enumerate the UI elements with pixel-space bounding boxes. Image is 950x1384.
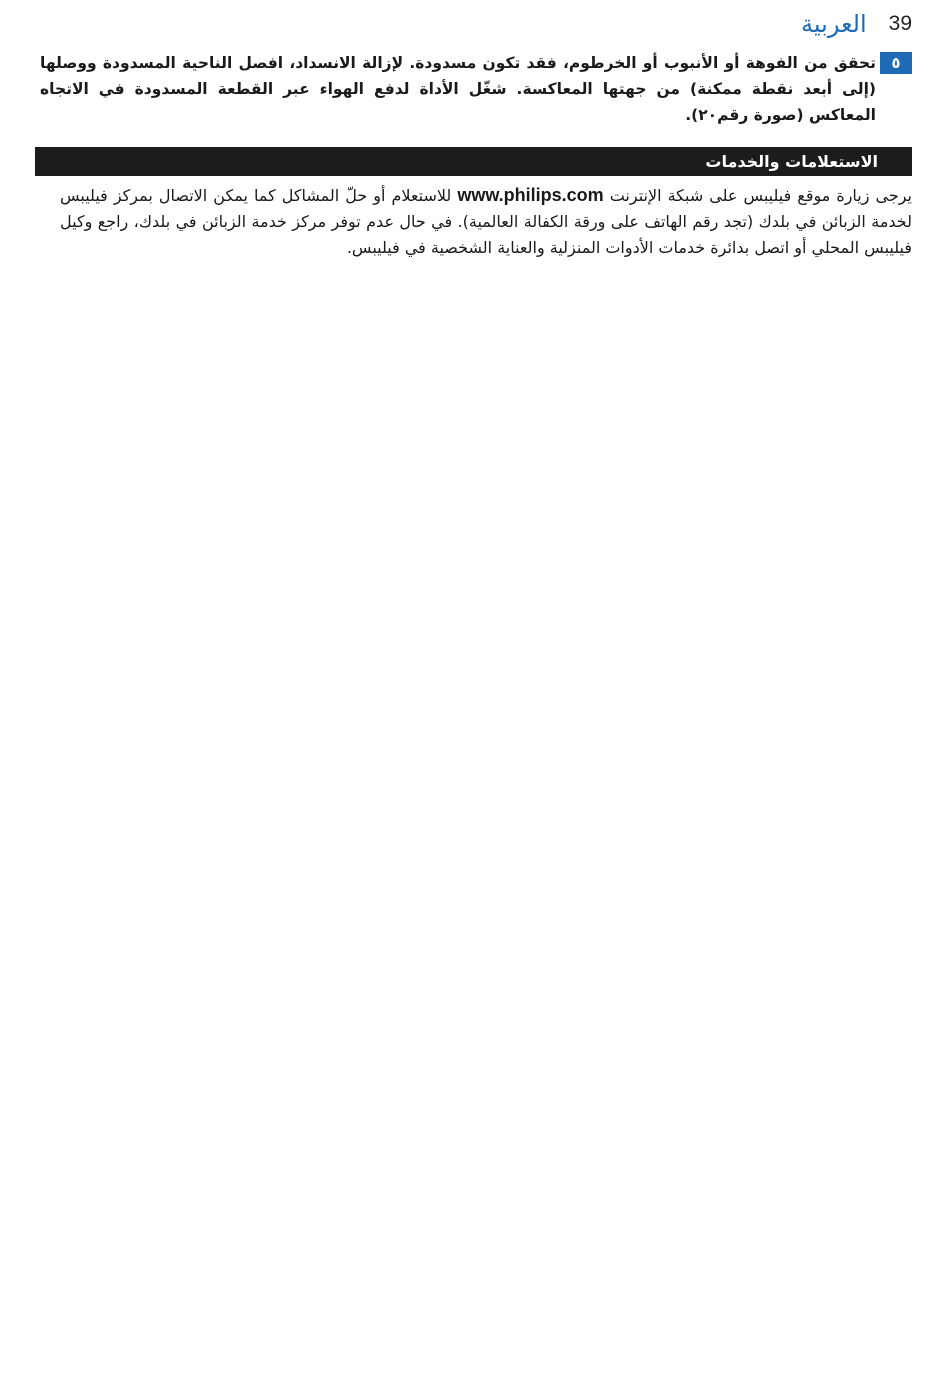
step-block <box>40 50 912 128</box>
body-text-after-url: للاستعلام أو حلّ المشاكل كما يمكن الاتصال بمركز فيليبس لخدمة الزبائن في بلدك (تجد رقم الهاتف على ورقة الكفالة العالمية). في حال عدم توفر مركز خدمة الزبائن في بلدك، راجع وكيل فيليبس المحلي أو اتصل بدائرة خدمات الأدوات المنزلية والعناية الشخصية في فيليبس. <box>60 186 912 257</box>
section-header-bar <box>35 147 912 176</box>
body-text-before-url: يرجى زيارة موقع فيليبس على شبكة الإنترنت <box>609 186 913 205</box>
body-paragraph <box>60 182 912 261</box>
section-title: الاستعلامات والخدمات <box>705 152 878 171</box>
page-number: 39 <box>888 12 912 35</box>
page-header <box>801 10 912 38</box>
step-number-badge: ٥ <box>880 52 912 74</box>
website-url: www.philips.com <box>457 185 604 205</box>
language-label: العربية <box>801 10 867 38</box>
step-text: تحقق من الفوهة أو الأنبوب أو الخرطوم، فقد تكون مسدودة. لإزالة الانسداد، افصل الناحية المسدودة ووصلها (إلى أبعد نقطة ممكنة) من جهتها المعاكسة. شغّل الأداة لدفع الهواء عبر القطعة المسدودة في الاتجاه المعاكس (صورة رقم٢٠). <box>40 54 876 124</box>
